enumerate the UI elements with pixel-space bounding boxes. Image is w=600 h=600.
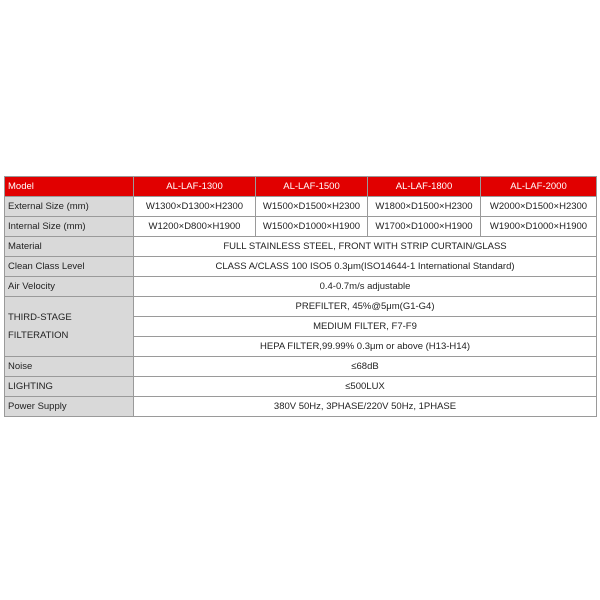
noise-value: ≤68dB <box>134 357 597 377</box>
header-model-label: Model <box>5 177 134 197</box>
material-value: FULL STAINLESS STEEL, FRONT WITH STRIP CURTAIN/GLASS <box>134 237 597 257</box>
internal-size-2000: W1900×D1000×H1900 <box>481 217 597 237</box>
internal-size-1500: W1500×D1000×H1900 <box>256 217 368 237</box>
table-row <box>5 237 597 257</box>
table-row <box>5 297 597 317</box>
table-row <box>5 357 597 377</box>
table-row <box>5 377 597 397</box>
hepa-filter-value: HEPA FILTER,99.99% 0.3μm or above (H13-H14) <box>134 337 597 357</box>
external-size-2000: W2000×D1500×H2300 <box>481 197 597 217</box>
row-label-material: Material <box>5 237 134 257</box>
external-size-1800: W1800×D1500×H2300 <box>368 197 481 217</box>
filtration-label-line2: FILTERATION <box>8 329 69 341</box>
table-row <box>5 197 597 217</box>
header-model-2000: AL-LAF-2000 <box>481 177 597 197</box>
medium-filter-value: MEDIUM FILTER, F7-F9 <box>134 317 597 337</box>
header-model-1800: AL-LAF-1800 <box>368 177 481 197</box>
header-model-1300: AL-LAF-1300 <box>134 177 256 197</box>
table-row <box>5 277 597 297</box>
table-row <box>5 217 597 237</box>
clean-class-value: CLASS A/CLASS 100 ISO5 0.3μm(ISO14644-1 International Standard) <box>134 257 597 277</box>
external-size-1500: W1500×D1500×H2300 <box>256 197 368 217</box>
internal-size-1800: W1700×D1000×H1900 <box>368 217 481 237</box>
row-label-noise: Noise <box>5 357 134 377</box>
table-row <box>5 257 597 277</box>
air-velocity-value: 0.4-0.7m/s adjustable <box>134 277 597 297</box>
header-row <box>5 177 597 197</box>
internal-size-1300: W1200×D800×H1900 <box>134 217 256 237</box>
table-row <box>5 397 597 417</box>
row-label-external-size: External Size (mm) <box>5 197 134 217</box>
lighting-value: ≤500LUX <box>134 377 597 397</box>
row-label-filtration <box>5 297 134 357</box>
power-supply-value: 380V 50Hz, 3PHASE/220V 50Hz, 1PHASE <box>134 397 597 417</box>
row-label-power-supply: Power Supply <box>5 397 134 417</box>
spec-table <box>4 176 597 417</box>
external-size-1300: W1300×D1300×H2300 <box>134 197 256 217</box>
row-label-air-velocity: Air Velocity <box>5 277 134 297</box>
header-model-1500: AL-LAF-1500 <box>256 177 368 197</box>
prefilter-value: PREFILTER, 45%@5μm(G1-G4) <box>134 297 597 317</box>
filtration-label-line1: THIRD-STAGE <box>8 311 72 323</box>
row-label-internal-size: Internal Size (mm) <box>5 217 134 237</box>
row-label-lighting: LIGHTING <box>5 377 134 397</box>
row-label-clean-class: Clean Class Level <box>5 257 134 277</box>
